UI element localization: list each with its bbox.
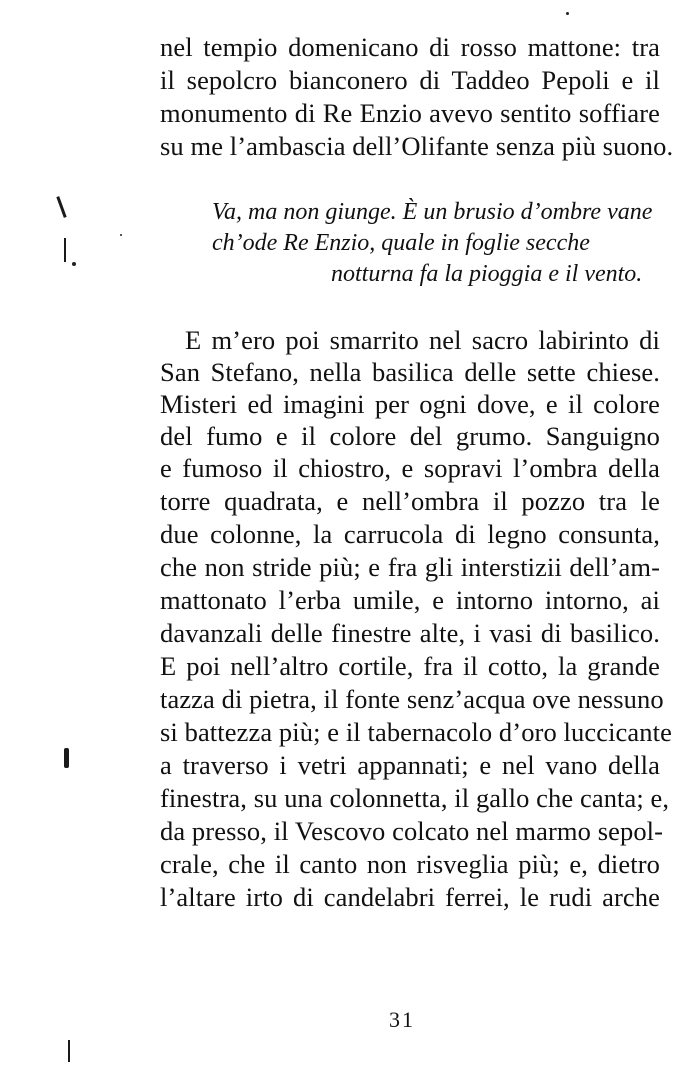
text-line: E poi nell’altro cortile, fra il cotto, la grande: [160, 651, 660, 681]
ink-speck: [120, 234, 122, 236]
ink-mark: [64, 748, 69, 768]
ink-mark: [64, 238, 66, 262]
text-line: del fumo e il colore del grumo. Sanguigno: [160, 421, 660, 451]
text-line: il sepolcro bianconero di Taddeo Pepoli e il: [160, 65, 660, 95]
text-line: monumento di Re Enzio avevo sentito soffiare: [160, 98, 660, 128]
text-line: tazza di pietra, il fonte senz’acqua ove nessuno: [160, 684, 664, 714]
text-line: Misteri ed imagini per ogni dove, e il colore: [160, 389, 660, 419]
text-line: si battezza più; e il tabernacolo d’oro luccicante: [160, 717, 672, 747]
text-line: E m’ero poi smarrito nel sacro labirinto di: [185, 325, 660, 355]
text-line: da presso, il Vescovo colcato nel marmo sepol-: [160, 816, 664, 846]
verse-line: ch’ode Re Enzio, quale in foglie secche: [212, 230, 590, 256]
page-number: 31: [389, 1007, 415, 1032]
text-line: mattonato l’erba umile, e intorno intorno, ai: [160, 585, 660, 615]
text-line: su me l’ambascia dell’Olifante senza più suono.: [160, 131, 674, 161]
text-line: crale, che il canto non risveglia più; e, dietro: [160, 849, 660, 879]
text-line: due colonne, la carrucola di legno consunta,: [160, 519, 660, 549]
text-line: davanzali delle finestre alte, i vasi di basilico.: [160, 618, 660, 648]
text-line: San Stefano, nella basilica delle sette chiese.: [160, 357, 660, 387]
text-line: a traverso i vetri appannati; e nel vano della: [160, 750, 660, 780]
text-line: che non stride più; e fra gli interstizii dell’am-: [160, 552, 660, 582]
ink-speck: [566, 12, 569, 15]
text-line: finestra, su una colonnetta, il gallo che canta; e,: [160, 783, 670, 813]
ink-speck: [72, 262, 76, 266]
text-line: torre quadrata, e nell’ombra il pozzo tra le: [160, 486, 660, 516]
text-line: nel tempio domenicano di rosso mattone: tra: [160, 32, 660, 62]
text-line: l’altare irto di candelabri ferrei, le rudi arche: [160, 882, 660, 912]
ink-mark: [68, 1040, 70, 1062]
verse-line: notturna fa la pioggia e il vento.: [331, 261, 643, 287]
ink-mark: [56, 196, 66, 218]
text-line: e fumoso il chiostro, e sopravi l’ombra della: [160, 453, 660, 483]
verse-line: Va, ma non giunge. È un brusio d’ombre vane: [212, 199, 653, 225]
